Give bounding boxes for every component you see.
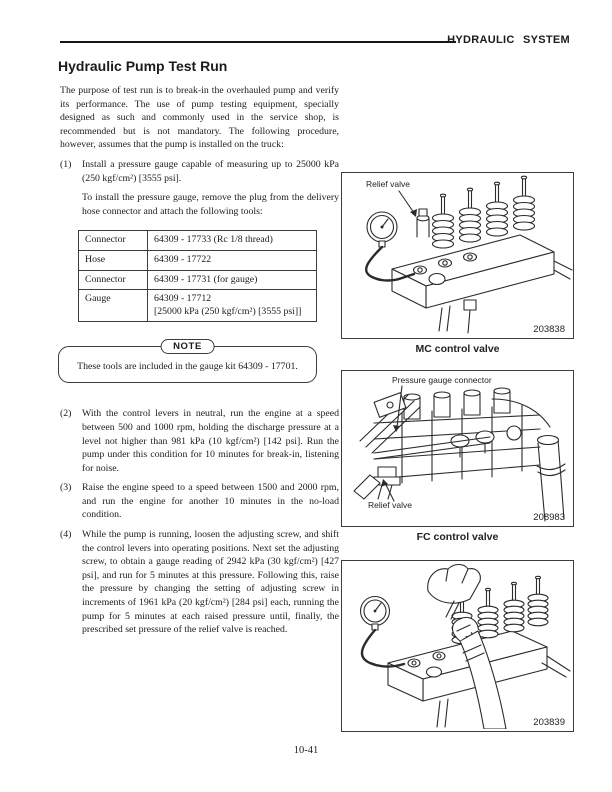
intro-paragraph: The purpose of test run is to break-in the overhauled pump and verify its performance. The use of pump testing equipment, specially designed as such and commonly used in the service shop, is recommended but is not mandatory. The following procedure, however, assumes that the pump is installed on the truck: xyxy=(60,85,339,151)
step-number: (3) xyxy=(60,482,72,494)
figure-frame xyxy=(341,370,574,527)
page-number: 10-41 xyxy=(293,745,319,756)
tool-part-line1: 64309 - 17712 xyxy=(154,293,212,305)
figure-number: 208983 xyxy=(533,512,565,523)
step-text: While the pump is running, loosen the adjusting screw, and shift the control levers into operating positions. Next set the adjusting screw, to obtain a gauge reading of 2942 kPa (30 kgf/cm²) [427 psi], and run for 5 minutes at this pressure. Following this, raise the pressure by changing the setting of adjusting screw in increments of 1961 kPa (20 kgf/cm²) [284 psi] each, running the pump for 5 minutes at each raised pressure until, finally, the prescribed set pressure of the relief valve is reached. xyxy=(82,529,339,636)
header-rule xyxy=(60,41,456,43)
adjusting-screw-illustration xyxy=(342,561,573,729)
figure-frame xyxy=(341,172,574,339)
step-4 xyxy=(60,528,339,637)
figure-label-pressure-gauge-connector: Pressure gauge connector xyxy=(392,375,492,385)
step-2 xyxy=(60,407,339,475)
figure-number: 203838 xyxy=(533,324,565,335)
step-1-subtext: To install the pressure gauge, remove the plug from the delivery hose connector and attach the following tools: xyxy=(82,192,339,217)
step-number: (2) xyxy=(60,408,72,420)
tool-name-cell: Connector xyxy=(79,231,148,251)
step-text: Install a pressure gauge capable of measuring up to 25000 kPa (250 kgf/cm²) [3555 psi]. xyxy=(82,158,339,184)
figure-number: 203839 xyxy=(533,717,565,728)
figure-caption: FC control valve xyxy=(416,531,499,543)
tool-name-cell: Gauge xyxy=(79,290,148,322)
step-3 xyxy=(60,481,339,522)
header-section-title: HYDRAULIC SYSTEM xyxy=(447,34,570,46)
tool-part-cell: 64309 - 17731 (for gauge) xyxy=(148,270,317,290)
tool-part-line2: [25000 kPa (250 kgf/cm²) [3555 psi]] xyxy=(154,305,302,317)
mc-valve-illustration xyxy=(342,173,573,336)
table-row xyxy=(79,250,317,270)
figure-mc-control-valve xyxy=(341,172,574,355)
step-number: (4) xyxy=(60,529,72,541)
step-text: With the control levers in neutral, run the engine at a speed between 500 and 1000 rpm, holding the discharge pressure at a level not higher than 981 kPa (10 kgf/cm²) [142 psi]. Run the pump under this condition for 10 minutes for break-in, listening for noise. xyxy=(82,408,339,474)
tool-name-cell: Connector xyxy=(79,270,148,290)
tool-part-cell: 64309 - 17733 (Rc 1/8 thread) xyxy=(148,231,317,251)
figure-frame xyxy=(341,560,574,732)
table-row xyxy=(79,290,317,322)
text-column xyxy=(60,84,339,643)
note-text: These tools are included in the gauge kit 64309 - 17701. xyxy=(77,361,298,373)
page-title: Hydraulic Pump Test Run xyxy=(58,58,228,74)
step-text: Raise the engine speed to a speed between 1500 and 2000 rpm, and run the engine for another 10 minutes in the no-load condition. xyxy=(82,482,339,521)
table-row xyxy=(79,231,317,251)
tool-part-cell: 64309 - 17722 xyxy=(148,250,317,270)
tool-name-cell: Hose xyxy=(79,250,148,270)
note-box xyxy=(58,341,317,383)
tools-table xyxy=(78,230,317,322)
figure-label-relief-valve: Relief valve xyxy=(368,500,412,510)
figure-adjusting-screw xyxy=(341,560,574,732)
figure-fc-control-valve xyxy=(341,370,574,543)
step-1 xyxy=(60,158,339,185)
tool-part-cell xyxy=(148,290,317,322)
figure-label-relief-valve: Relief valve xyxy=(366,179,410,189)
table-row xyxy=(79,270,317,290)
figure-caption: MC control valve xyxy=(415,343,500,355)
note-label: NOTE xyxy=(160,339,215,354)
step-number: (1) xyxy=(60,158,72,170)
